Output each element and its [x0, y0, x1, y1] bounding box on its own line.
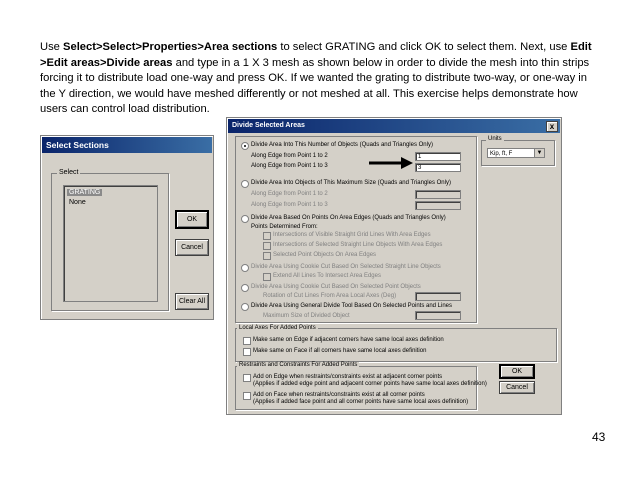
chk-extend-lines-label: Extend All Lines To Intersect Area Edges: [273, 273, 381, 279]
divide-cancel-button[interactable]: Cancel: [499, 381, 535, 394]
points-determined-label: Points Determined From:: [251, 224, 318, 230]
divide-areas-titlebar: [228, 119, 560, 133]
opt2-edge13-label: Along Edge from Point 1 to 3: [251, 202, 328, 208]
section-item-grating[interactable]: GRATING: [69, 189, 101, 196]
max-size-edge12-input[interactable]: [415, 190, 461, 199]
edge12-count-input[interactable]: 1: [415, 152, 461, 161]
menu-path-select-properties: Select>Select>Properties>Area sections: [63, 41, 278, 53]
chk-same-edge-axes[interactable]: [243, 337, 251, 345]
opt1-edge13-label: Along Edge from Point 1 to 3: [251, 163, 328, 169]
radio-divide-number[interactable]: [241, 142, 249, 150]
opt-divide-edge-points-label: Divide Area Based On Points On Area Edges (Quads and Triangles Only): [251, 215, 446, 221]
select-group-label: Select: [59, 169, 79, 176]
opt-cookie-cut-points-label: Divide Area Using Cookie Cut Based On Selected Point Objects: [251, 284, 421, 290]
chk-add-on-edge-label: Add on Edge when restraints/constraints exist at adjacent corner points: [253, 374, 443, 380]
select-sections-dialog: [40, 135, 214, 320]
arrow-right-icon: [369, 157, 413, 169]
chk-line-intersections[interactable]: [263, 242, 271, 250]
divide-areas-dialog: [226, 117, 562, 415]
units-dropdown[interactable]: [487, 148, 545, 158]
section-item-none[interactable]: None: [69, 199, 86, 206]
chk-extend-lines[interactable]: [263, 273, 271, 281]
opt-divide-max-size-label: Divide Area Into Objects of This Maximum Size (Quads and Triangles Only): [251, 180, 451, 186]
chk-add-on-face-label: Add on Face when restraints/constraints exist at all corner points: [253, 392, 425, 398]
cancel-button[interactable]: Cancel: [175, 239, 209, 256]
units-value: Kip, ft, F: [490, 151, 513, 157]
opt2-edge12-label: Along Edge from Point 1 to 2: [251, 191, 328, 197]
chk-selected-points-label: Selected Point Objects On Area Edges: [273, 252, 377, 258]
radio-cookie-cut-lines[interactable]: [241, 264, 249, 272]
ok-button[interactable]: OK: [175, 210, 209, 229]
instruction-paragraph: [40, 40, 600, 118]
rotation-label: Rotation of Cut Lines From Area Local Axes (Deg): [263, 293, 397, 299]
local-axes-label: Local Axes For Added Points: [239, 325, 316, 331]
chk-line-intersections-label: Intersections of Selected Straight Line Objects With Area Edges: [273, 242, 443, 248]
max-size-edge13-input[interactable]: [415, 201, 461, 210]
menu-path-divide-areas: Edit >Edit areas>Divide areas: [40, 41, 592, 69]
instruction-text-2: to select GRATING and click OK to select them. Next, use: [277, 41, 571, 53]
chevron-down-icon[interactable]: ▼: [534, 149, 544, 157]
radio-divide-edge-points[interactable]: [241, 215, 249, 223]
max-divided-size-label: Maximum Size of Divided Object: [263, 313, 350, 319]
divide-areas-title: Divide Selected Areas: [232, 122, 305, 129]
select-sections-title: Select Sections: [46, 140, 109, 150]
add-on-edge-note: (Applies if added edge point and adjacent corner points have same local axes definition): [253, 381, 487, 387]
opt1-edge12-label: Along Edge from Point 1 to 2: [251, 153, 328, 159]
local-axes-group: [235, 328, 557, 362]
opt-cookie-cut-lines-label: Divide Area Using Cookie Cut Based On Selected Straight Line Objects: [251, 264, 441, 270]
rotation-input[interactable]: [415, 292, 461, 301]
chk-grid-intersections[interactable]: [263, 232, 271, 240]
radio-general-divide[interactable]: [241, 303, 249, 311]
chk-add-on-face[interactable]: [243, 392, 251, 400]
restraints-label: Restraints and Constraints For Added Points: [239, 362, 358, 368]
clear-all-button[interactable]: Clear All: [175, 293, 209, 310]
max-divided-size-input[interactable]: [415, 311, 461, 320]
edge13-count-input[interactable]: 3: [415, 163, 461, 172]
opt-divide-number-label: Divide Area Into This Number of Objects (Quads and Triangles Only): [251, 142, 433, 148]
page-number: 43: [592, 430, 606, 444]
chk-add-on-edge[interactable]: [243, 374, 251, 382]
chk-same-edge-axes-label: Make same on Edge if adjacent corners have same local axes definition: [253, 337, 444, 343]
divide-ok-button[interactable]: OK: [499, 364, 535, 379]
chk-grid-intersections-label: Intersections of Visible Straight Grid Lines With Area Edges: [273, 232, 431, 238]
units-label: Units: [488, 136, 502, 142]
add-on-face-note: (Applies if added face point and all corner points have same local axes definition): [253, 399, 469, 405]
select-sections-titlebar: [42, 137, 212, 153]
opt-general-divide-label: Divide Area Using General Divide Tool Based On Selected Points and Lines: [251, 303, 453, 309]
chk-same-face-axes[interactable]: [243, 348, 251, 356]
chk-selected-points[interactable]: [263, 252, 271, 260]
instruction-text-3: and type in a 1 X 3 mesh as shown below in order to divide the mesh into thin strips forcing it to distribute load one-way and press OK. If we wanted the grating to distribute two-way, or one-way in the Y direction, we would have meshed differently or not meshed at all. This exercise helps demonstrate how users can control load distribution.: [40, 56, 590, 115]
chk-same-face-axes-label: Make same on Face if all corners have same local axes definition: [253, 348, 427, 354]
close-icon[interactable]: x: [546, 121, 558, 132]
sections-listbox[interactable]: [63, 185, 158, 302]
radio-divide-max-size[interactable]: [241, 180, 249, 188]
instruction-text-1: Use: [40, 41, 64, 53]
radio-cookie-cut-points[interactable]: [241, 284, 249, 292]
